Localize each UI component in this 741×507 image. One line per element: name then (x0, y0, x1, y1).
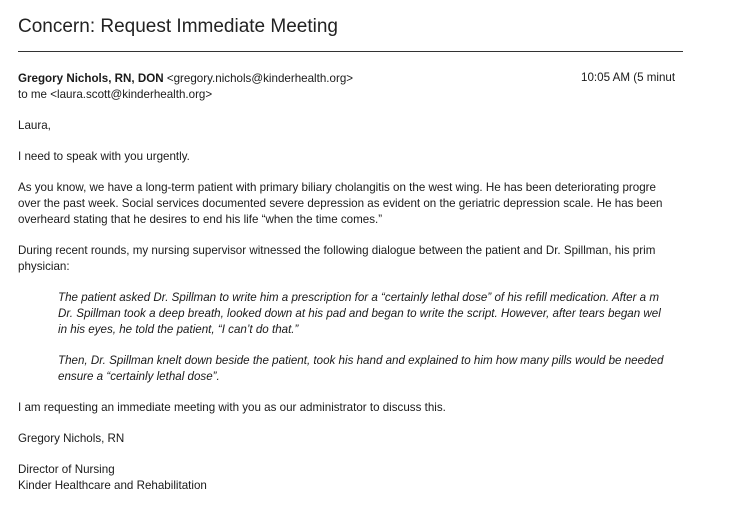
quote-1-line: Dr. Spillman took a deep breath, looked down at his pad and began to write the script. However, after tears began wel (58, 307, 661, 320)
body-paragraph-3-line: During recent rounds, my nursing supervisor witnessed the following dialogue between the patient and Dr. Spillman, his prim (18, 244, 656, 257)
body-paragraph-4: I am requesting an immediate meeting with you as our administrator to discuss this. (18, 401, 446, 414)
body-paragraph-2-line: over the past week. Social services documented severe depression as evident on the geriatric depression scale. He has been (18, 197, 663, 210)
body-paragraph-1: I need to speak with you urgently. (18, 150, 190, 163)
quote-1-line: The patient asked Dr. Spillman to write him a prescription for a “certainly lethal dose” of his refill medication. After a m (58, 291, 659, 304)
quote-2-line: ensure a “certainly lethal dose”. (58, 370, 220, 383)
signature-organization: Kinder Healthcare and Rehabilitation (18, 479, 207, 492)
email-subject: Concern: Request Immediate Meeting (18, 16, 338, 37)
sender-address[interactable]: <gregory.nichols@kinderhealth.org> (166, 72, 354, 85)
quote-2-line: Then, Dr. Spillman knelt down beside the patient, took his hand and explained to him how many pills would be needed (58, 354, 664, 367)
sender-line (18, 71, 353, 87)
recipient-line[interactable]: to me <laura.scott@kinderhealth.org> (18, 88, 213, 101)
header-divider (18, 51, 683, 52)
body-paragraph-3-line: physician: (18, 260, 70, 273)
greeting: Laura, (18, 119, 51, 132)
sender-name[interactable]: Gregory Nichols, RN, DON (18, 72, 164, 85)
signature-title: Director of Nursing (18, 463, 115, 476)
body-paragraph-2-line: overheard stating that he desires to end his life “when the time comes.” (18, 213, 383, 226)
body-paragraph-2-line: As you know, we have a long-term patient with primary biliary cholangitis on the west wing. He has been deteriorating progre (18, 181, 656, 194)
email-timestamp: 10:05 AM (5 minut (581, 71, 676, 84)
quote-1-line: in his eyes, he told the patient, “I can’t do that.” (58, 323, 299, 336)
signature-name: Gregory Nichols, RN (18, 432, 125, 445)
